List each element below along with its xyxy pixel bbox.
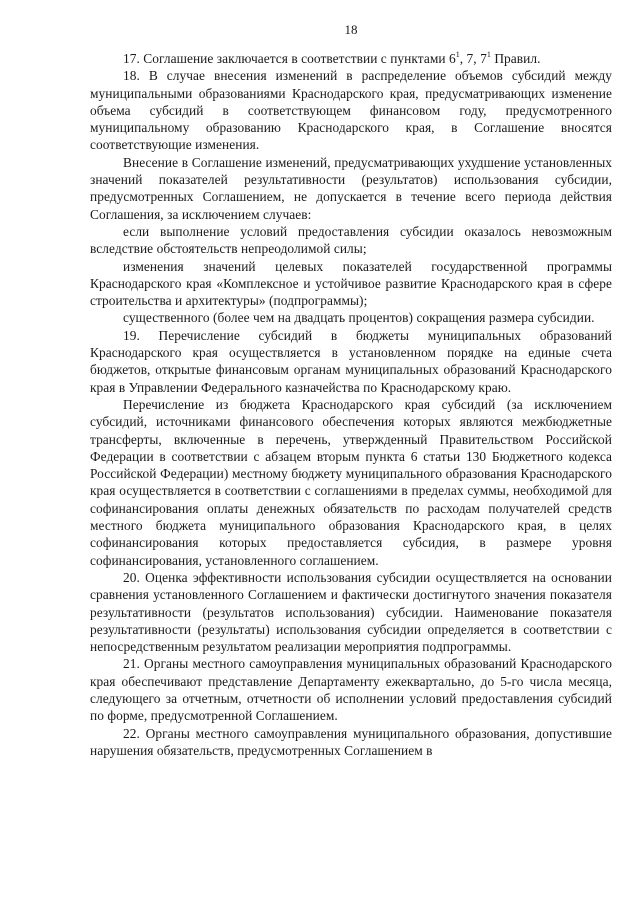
paragraph-18: 18. В случае внесения изменений в распределение объемов субсидий между муниципальными образованиями Краснодарского края, предусматривающих изменение объема субсидий в соответствующем финансовом году, предусмотренного муниципальному образованию Краснодарского края, в Соглашение вносятся соответствующие изменения. (90, 68, 612, 153)
document-body (90, 50, 612, 759)
paragraph-18-exception-force-majeure: если выполнение условий предоставления субсидии оказалось невозможным вследствие обстоятельств непреодолимой силы; (90, 223, 612, 257)
paragraph-17 (90, 50, 612, 67)
paragraph-19-transfer: Перечисление из бюджета Краснодарского края субсидий (за исключением субсидий, источниками финансового обеспечения которых являются межбюджетные трансферты, включенные в перечень, утвержденный Правительством Российской Федерации в соответствии с абзацем вторым пункта 6 статьи 130 Бюджетного кодекса Российской Федерации) местному бюджету муниципального образования Краснодарского края осуществляется в соответствии с соглашениями в пределах суммы, необходимой для софинансирования оплаты денежных обязательств по расходам получателей средств местного бюджета муниципального образования Краснодарского края, в целях софинансирования которых предоставляется субсидия, в размере уровня софинансирования, установленного соглашением. (90, 396, 612, 568)
paragraph-17-text-c: Правил. (490, 51, 541, 66)
paragraph-18-exception-reduction: существенного (более чем на двадцать процентов) сокращения размера субсидии. (123, 310, 595, 326)
paragraph-20: 20. Оценка эффективности использования субсидии осуществляется на основании сравнения установленного Соглашением и фактически достигнутого значения показателя результативности (результатов использования) субсидии. Наименование показателя результативности (результаты) использования субсидии определяется в соответствии с непосредственным результатом реализации мероприятия подпрограммы. (90, 569, 612, 655)
paragraph-17-text-a: 17. Соглашение заключается в соответствии с пунктами 6 (123, 51, 456, 66)
paragraph-22: 22. Органы местного самоуправления муниципального образования, допустившие нарушения обязательств, предусмотренных Соглашением в (90, 725, 612, 758)
paragraph-17-text-b: , 7, 7 (459, 51, 487, 66)
paragraph-18-amendments: Внесение в Соглашение изменений, предусматривающих ухудшение установленных значений показателей результативности (результатов) использования субсидии, предусмотренных Соглашением, не допускается в течение всего периода действия Соглашения, за исключением случаев: (90, 154, 612, 222)
paragraph-21: 21. Органы местного самоуправления муниципальных образований Краснодарского края обеспечивают представление Департаменту ежеквартально, до 5-го числа месяца, следующего за отчетным, отчетности об исполнении условий предоставления субсидий по форме, предусмотренной Соглашением. (90, 656, 612, 724)
superscript: 1 (486, 50, 491, 59)
superscript: 1 (455, 50, 460, 59)
paragraph-19: 19. Перечисление субсидий в бюджеты муниципальных образований Краснодарского края осуществляется в установленном порядке на единые счета бюджетов, открытые финансовым органам муниципальных образований Краснодарского края в Управлении Федерального казначейства по Краснодарскому краю. (90, 327, 612, 395)
page-number: 18 (344, 22, 358, 37)
paragraph-18-exception-program-change: изменения значений целевых показателей государственной программы Краснодарского края «Комплексное и устойчивое развитие Краснодарского края в сфере строительства и архитектуры» (подпрограммы); (90, 258, 612, 309)
